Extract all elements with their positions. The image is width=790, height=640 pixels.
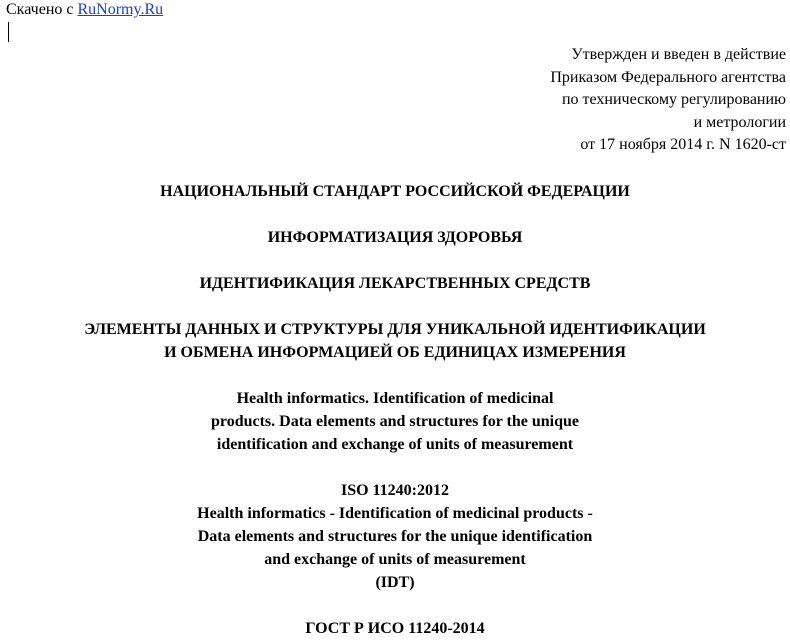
text-cursor xyxy=(8,22,9,42)
source-link[interactable]: RuNormy.Ru xyxy=(77,1,164,18)
source-line xyxy=(6,0,163,20)
identification-heading: ИДЕНТИФИКАЦИЯ ЛЕКАРСТВЕННЫХ СРЕДСТВ xyxy=(199,275,591,292)
iso-line: and exchange of units of measurement xyxy=(264,551,526,568)
iso-block xyxy=(0,479,790,594)
iso-line: (IDT) xyxy=(375,574,415,591)
approval-line: от 17 ноября 2014 г. N 1620-ст xyxy=(580,136,786,153)
title-ru-block xyxy=(0,318,790,364)
approval-line: по техническому регулированию xyxy=(561,91,786,108)
approval-block xyxy=(550,44,786,157)
iso-line: Health informatics - Identification of medicinal products - xyxy=(197,505,593,522)
approval-line: и метрологии xyxy=(693,113,786,131)
title-en-line: Health informatics. Identification of medicinal xyxy=(236,390,554,407)
national-standard-heading: НАЦИОНАЛЬНЫЙ СТАНДАРТ РОССИЙСКОЙ ФЕДЕРАЦИИ xyxy=(160,183,630,200)
title-ru-line: ЭЛЕМЕНТЫ ДАННЫХ И СТРУКТУРЫ ДЛЯ УНИКАЛЬНОЙ ИДЕНТИФИКАЦИИ xyxy=(84,321,706,338)
approval-line: Утвержден и введен в действие xyxy=(571,46,786,63)
gost-heading: ГОСТ Р ИСО 11240-2014 xyxy=(305,620,485,637)
source-prefix: Скачено с xyxy=(6,1,78,18)
iso-line: ISO 11240:2012 xyxy=(340,482,449,499)
iso-line: Data elements and structures for the unique identification xyxy=(197,528,593,545)
title-ru-line: И ОБМЕНА ИНФОРМАЦИЕЙ ОБ ЕДИНИЦАХ ИЗМЕРЕНИЯ xyxy=(164,344,626,361)
title-en-block xyxy=(0,387,790,456)
informatization-heading: ИНФОРМАТИЗАЦИЯ ЗДОРОВЬЯ xyxy=(267,229,523,246)
approval-line: Приказом Федерального агентства xyxy=(550,68,786,86)
title-en-line: products. Data elements and structures for the unique xyxy=(210,413,579,430)
title-en-line: identification and exchange of units of measurement xyxy=(216,436,574,453)
